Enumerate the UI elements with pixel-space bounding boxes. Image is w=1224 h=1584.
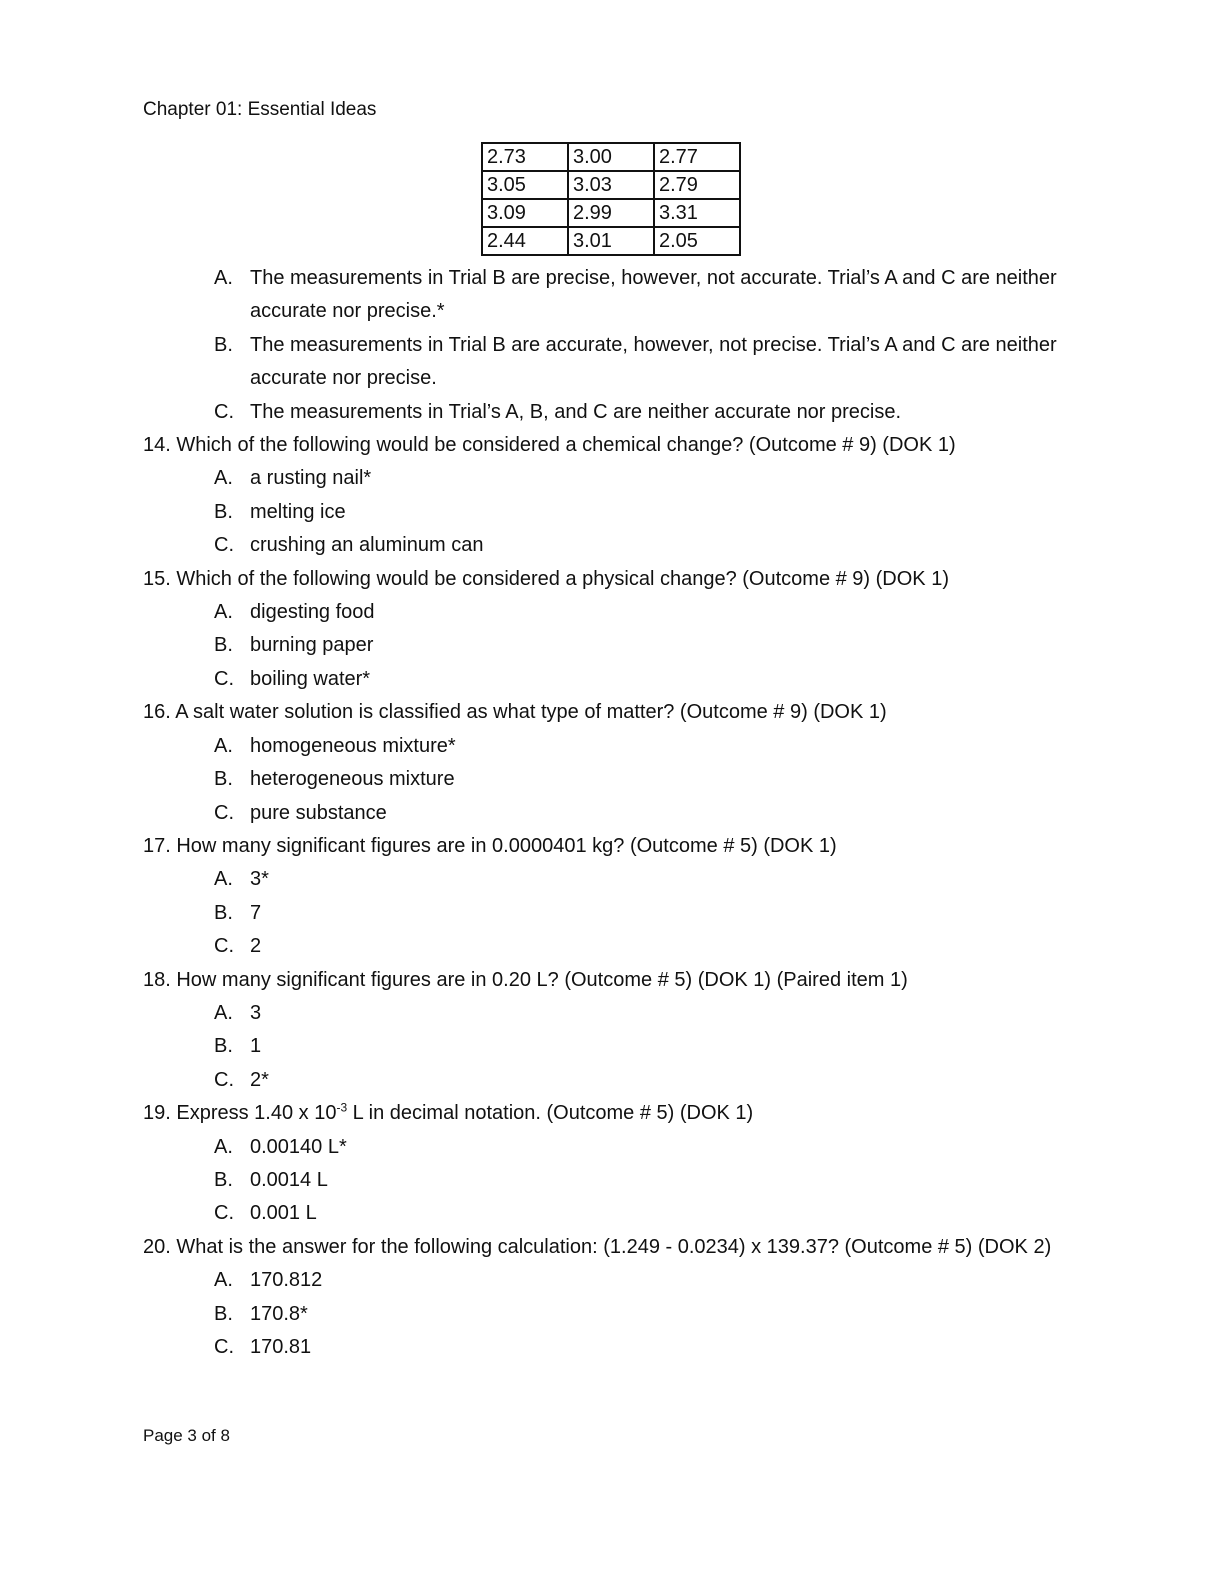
page-header: Chapter 01: Essential Ideas xyxy=(143,99,377,120)
question-14: 14. Which of the following would be considered a chemical change? (Outcome # 9) (DOK 1) xyxy=(143,434,956,457)
table-cell: 3.03 xyxy=(568,171,654,199)
option-letter: B. xyxy=(214,500,233,523)
option-letter: C. xyxy=(214,1068,234,1091)
option-text: 0.001 L xyxy=(250,1202,317,1225)
question-16: 16. A salt water solution is classified as what type of matter? (Outcome # 9) (DOK 1) xyxy=(143,701,887,724)
answer-option xyxy=(214,329,1073,396)
option-text: 2 xyxy=(250,935,262,958)
table-cell: 3.05 xyxy=(482,171,568,199)
table-row xyxy=(482,171,740,199)
option-letter: A. xyxy=(214,1269,233,1292)
question-17: 17. How many significant figures are in 0.0000401 kg? (Outcome # 5) (DOK 1) xyxy=(143,834,837,857)
exponent: -3 xyxy=(336,1100,348,1115)
question-15: 15. Which of the following would be considered a physical change? (Outcome # 9) (DOK 1) xyxy=(143,567,949,590)
table-row xyxy=(482,199,740,227)
table-cell: 3.09 xyxy=(482,199,568,227)
option-letter: B. xyxy=(214,333,233,356)
answer-option xyxy=(214,1331,1073,1364)
option-text: 170.812 xyxy=(250,1269,323,1292)
table-cell: 3.00 xyxy=(568,143,654,171)
option-letter: B. xyxy=(214,901,233,924)
option-text: boiling water* xyxy=(250,667,371,690)
table-cell: 2.44 xyxy=(482,227,568,255)
question-20: 20. What is the answer for the following calculation: (1.249 - 0.0234) x 139.37? (Outcome # 5) (DOK 2) xyxy=(143,1235,1052,1258)
option-letter: A. xyxy=(214,1135,233,1158)
page-footer: Page 3 of 8 xyxy=(143,1426,230,1445)
option-letter: B. xyxy=(214,1168,233,1191)
question-text: 19. Express 1.40 x 10 xyxy=(143,1102,337,1125)
answer-option xyxy=(214,797,1073,830)
table-cell: 2.77 xyxy=(654,143,740,171)
table-row xyxy=(482,227,740,255)
option-text: 7 xyxy=(250,901,262,924)
option-text: homogeneous mixture* xyxy=(250,734,456,757)
question-text: L in decimal notation. (Outcome # 5) (DOK 1) xyxy=(347,1102,754,1125)
question-19 xyxy=(143,1097,1073,1130)
answer-option xyxy=(214,863,1073,896)
table-cell: 2.99 xyxy=(568,199,654,227)
option-letter: B. xyxy=(214,1035,233,1058)
table-cell: 2.79 xyxy=(654,171,740,199)
option-text: melting ice xyxy=(250,500,346,523)
answer-option xyxy=(214,1164,1073,1197)
option-text: The measurements in Trial’s A, B, and C are neither accurate nor precise. xyxy=(250,400,902,423)
answer-option xyxy=(214,930,1073,963)
answer-option xyxy=(214,529,1073,562)
option-text: heterogeneous mixture xyxy=(250,768,455,791)
option-letter: C. xyxy=(214,1202,234,1225)
option-text: 170.81 xyxy=(250,1336,312,1358)
answer-option xyxy=(214,396,1073,429)
table-cell: 2.73 xyxy=(482,143,568,171)
answer-option xyxy=(214,262,1073,329)
option-letter: C. xyxy=(214,667,234,690)
option-letter: B. xyxy=(214,1302,233,1325)
answer-option xyxy=(214,997,1073,1030)
table-cell: 2.05 xyxy=(654,227,740,255)
answer-option xyxy=(214,1298,1073,1331)
questions-section xyxy=(143,262,1073,1364)
option-text: The measurements in Trial B are accurate, however, not precise. Trial’s A and C are neither accurate nor precise. xyxy=(250,333,1057,390)
answer-option xyxy=(214,1264,1073,1297)
trial-data-table xyxy=(481,142,741,256)
option-text: pure substance xyxy=(250,801,387,824)
option-text: 0.00140 L* xyxy=(250,1135,347,1158)
answer-option xyxy=(214,596,1073,629)
table-cell: 3.01 xyxy=(568,227,654,255)
question-18: 18. How many significant figures are in 0.20 L? (Outcome # 5) (DOK 1) (Paired item 1) xyxy=(143,968,908,991)
option-letter: A. xyxy=(214,467,233,490)
option-text: 3 xyxy=(250,1001,262,1024)
answer-option xyxy=(214,496,1073,529)
option-text: The measurements in Trial B are precise, however, not accurate. Trial’s A and C are neither accurate nor precise.* xyxy=(250,267,1057,323)
option-text: 1 xyxy=(250,1035,262,1058)
table-cell: 3.31 xyxy=(654,199,740,227)
option-text: 0.0014 L xyxy=(250,1168,328,1191)
option-text: burning paper xyxy=(250,634,374,657)
option-letter: A. xyxy=(214,267,233,289)
option-text: 3* xyxy=(250,868,269,891)
answer-option xyxy=(214,663,1073,696)
option-letter: B. xyxy=(214,768,233,791)
option-letter: C. xyxy=(214,400,234,423)
answer-option xyxy=(214,1131,1073,1164)
option-text: digesting food xyxy=(250,601,375,624)
answer-option xyxy=(214,1030,1073,1063)
option-text: 2* xyxy=(250,1068,269,1091)
answer-option xyxy=(214,462,1073,495)
option-text: a rusting nail* xyxy=(250,467,372,490)
option-letter: C. xyxy=(214,534,234,557)
answer-option xyxy=(214,730,1073,763)
option-text: 170.8* xyxy=(250,1302,308,1325)
option-letter: A. xyxy=(214,868,233,891)
answer-option xyxy=(214,763,1073,796)
option-letter: C. xyxy=(214,935,234,958)
answer-option xyxy=(214,1197,1073,1230)
answer-option xyxy=(214,1064,1073,1097)
option-text: crushing an aluminum can xyxy=(250,534,484,557)
option-letter: A. xyxy=(214,601,233,624)
table-row xyxy=(482,143,740,171)
answer-option xyxy=(214,897,1073,930)
answer-option xyxy=(214,629,1073,662)
option-letter: B. xyxy=(214,634,233,657)
option-letter: C. xyxy=(214,801,234,824)
option-letter: A. xyxy=(214,1001,233,1024)
option-letter: A. xyxy=(214,734,233,757)
option-letter: C. xyxy=(214,1336,234,1358)
